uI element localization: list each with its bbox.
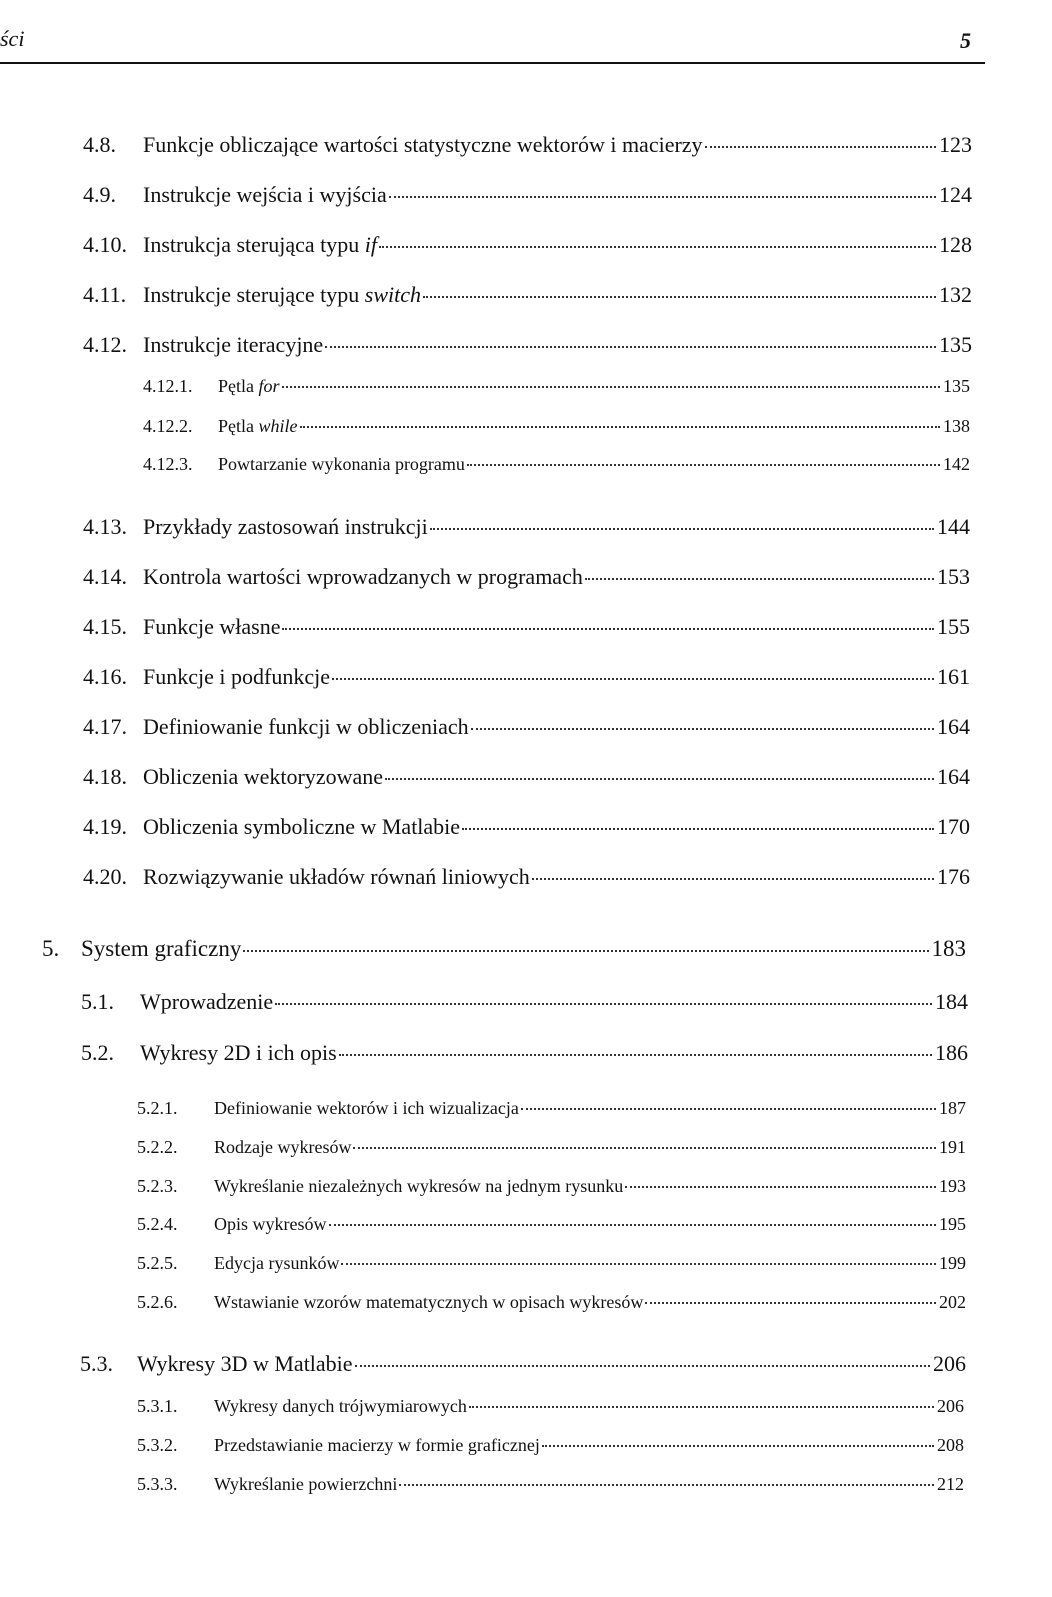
leader-dots — [521, 1108, 936, 1110]
leader-dots — [329, 1224, 937, 1226]
toc-entry-number: 4.16. — [83, 664, 127, 689]
toc-entry — [214, 1098, 966, 1119]
toc-entry-number: 4.8. — [83, 132, 116, 157]
running-title: ści — [0, 26, 25, 51]
toc-entry-title-text: Rodzaje wykresów — [214, 1137, 352, 1157]
toc-entry-page: 161 — [937, 664, 970, 689]
toc-entry-title — [143, 764, 383, 790]
toc-entry — [214, 1474, 964, 1495]
toc-entry-title-text: Wykreślanie niezależnych wykresów na jednym rysunku — [214, 1176, 624, 1196]
toc-entry — [143, 514, 970, 540]
page-number: 5 — [960, 28, 971, 53]
leader-dots — [469, 1406, 934, 1408]
toc-entry-title — [143, 232, 377, 258]
toc-entry — [218, 454, 970, 475]
leader-dots — [355, 1365, 930, 1367]
toc-entry-number: 5.3.2. — [137, 1435, 178, 1455]
toc-entry-title — [214, 1176, 623, 1197]
toc-entry-title-text: Rozwiązywanie układów równań liniowych — [143, 864, 530, 889]
toc-entry-page: 124 — [939, 182, 972, 207]
toc-entry — [143, 332, 972, 358]
leader-dots — [467, 464, 940, 466]
toc-entry-title-text: Wprowadzenie — [140, 989, 274, 1014]
leader-dots — [471, 728, 934, 730]
toc-entry-title-text: Przedstawianie macierzy w formie graficznej — [214, 1435, 540, 1455]
toc-entry-number: 4.14. — [83, 564, 127, 589]
toc-entry-title-keyword: switch — [364, 282, 421, 307]
toc-entry-page: 193 — [939, 1176, 966, 1196]
toc-entry-title-text: Wykresy danych trójwymiarowych — [214, 1396, 467, 1416]
toc-entry-page: 187 — [939, 1098, 966, 1118]
toc-entry-title-text: Edycja rysunków — [214, 1253, 340, 1273]
toc-entry-title — [143, 714, 469, 740]
header-rule — [0, 62, 985, 64]
toc-entry-number: 4.18. — [83, 764, 127, 789]
leader-dots — [462, 828, 934, 830]
toc-entry-title-text: Funkcje i podfunkcje — [143, 664, 330, 689]
toc-entry-page: 191 — [939, 1137, 966, 1157]
toc-entry-number: 5.2.5. — [137, 1253, 178, 1273]
toc-entry-title-text: Definiowanie wektorów i ich wizualizacja — [214, 1098, 519, 1118]
toc-entry-title-text: Wstawianie wzorów matematycznych w opisach wykresów — [214, 1292, 644, 1312]
toc-entry-number: 5.2.1. — [137, 1098, 178, 1118]
toc-entry — [143, 564, 970, 590]
toc-entry-page: 170 — [937, 814, 970, 839]
toc-entry — [214, 1137, 966, 1158]
toc-entry-title — [143, 814, 460, 840]
toc-entry-title-keyword: for — [258, 376, 280, 396]
toc-entry-page: 184 — [935, 989, 968, 1014]
toc-entry — [143, 132, 972, 158]
toc-entry — [143, 814, 970, 840]
toc-entry-page: 123 — [939, 132, 972, 157]
leader-dots — [423, 296, 936, 298]
toc-entry-title-text: Opis wykresów — [214, 1214, 327, 1234]
toc-entry-page: 164 — [937, 714, 970, 739]
toc-entry — [143, 614, 970, 640]
toc-entry — [214, 1292, 966, 1313]
toc-entry — [137, 1351, 966, 1377]
toc-entry — [218, 416, 970, 437]
toc-entry-number: 5.2.6. — [137, 1292, 178, 1312]
toc-entry-title — [214, 1396, 467, 1417]
toc-entry-number: 4.17. — [83, 714, 127, 739]
toc-entry-title — [218, 454, 465, 475]
toc-entry-title — [214, 1474, 397, 1495]
toc-entry — [140, 1040, 968, 1066]
toc-entry-title — [140, 989, 273, 1015]
toc-entry — [81, 936, 966, 962]
toc-entry-page: 135 — [943, 376, 970, 396]
toc-entry-title-text: Obliczenia wektoryzowane — [143, 764, 384, 789]
toc-entry-page: 142 — [943, 454, 970, 474]
toc-entry-title-text: Przykłady zastosowań instrukcji — [143, 514, 428, 539]
toc-entry-title-text: Wykresy 3D w Matlabie — [137, 1351, 353, 1376]
toc-entry — [143, 764, 970, 790]
toc-entry-title-text: System graficzny — [81, 936, 242, 961]
toc-entry-title-text: Pętla — [218, 376, 259, 396]
toc-entry-page: 176 — [937, 864, 970, 889]
toc-entry-title — [143, 182, 387, 208]
toc-entry-page: 212 — [937, 1474, 964, 1494]
toc-entry-title-text: Instrukcje iteracyjne — [143, 332, 324, 357]
toc-entry-title — [81, 936, 241, 962]
toc-entry-number: 4.9. — [83, 182, 116, 207]
toc-entry-title — [140, 1040, 337, 1066]
toc-entry-page: 128 — [939, 232, 972, 257]
toc-entry-title — [143, 132, 703, 158]
toc-entry-number: 5.2.4. — [137, 1214, 178, 1234]
toc-entry — [140, 989, 968, 1015]
leader-dots — [645, 1302, 936, 1304]
toc-entry-page: 153 — [937, 564, 970, 589]
toc-entry-title — [143, 564, 583, 590]
toc-entry-number: 5.1. — [81, 989, 114, 1014]
leader-dots — [275, 1003, 932, 1005]
toc-entry-title-text: Funkcje własne — [143, 614, 281, 639]
leader-dots — [332, 678, 934, 680]
toc-entry-title-text: Obliczenia symboliczne w Matlabie — [143, 814, 461, 839]
toc-entry — [214, 1214, 966, 1235]
leader-dots — [705, 146, 936, 148]
toc-entry-page: 183 — [931, 936, 966, 961]
toc-entry-title-text: Funkcje obliczające wartości statystyczne wektorów i macierzy — [143, 132, 703, 157]
toc-entry-number: 4.10. — [83, 232, 127, 257]
toc-entry-number: 5.3. — [80, 1351, 113, 1376]
toc-entry-page: 206 — [933, 1351, 966, 1376]
toc-entry-page: 199 — [939, 1253, 966, 1273]
leader-dots — [339, 1054, 932, 1056]
toc-entry — [143, 714, 970, 740]
leader-dots — [625, 1186, 936, 1188]
toc-entry-title — [143, 614, 280, 640]
leader-dots — [385, 778, 934, 780]
leader-dots — [353, 1147, 936, 1149]
toc-entry-title-text: Wykreślanie powierzchni — [214, 1474, 398, 1494]
toc-entry-number: 4.12.1. — [143, 376, 193, 396]
toc-entry-number: 4.12. — [83, 332, 127, 357]
leader-dots — [325, 346, 936, 348]
toc-entry-page: 208 — [937, 1435, 964, 1455]
leader-dots — [243, 950, 928, 952]
leader-dots — [399, 1484, 934, 1486]
leader-dots — [532, 878, 934, 880]
toc-entry-title — [214, 1214, 327, 1235]
toc-entry-title — [218, 416, 298, 437]
toc-entry-number: 5.2.2. — [137, 1137, 178, 1157]
toc-entry-title — [143, 332, 323, 358]
toc-entry-title-text: Instrukcje wejścia i wyjścia — [143, 182, 387, 207]
toc-entry-page: 132 — [939, 282, 972, 307]
toc-entry — [143, 282, 972, 308]
toc-entry-page: 186 — [935, 1040, 968, 1065]
toc-entry-page: 206 — [937, 1396, 964, 1416]
toc-entry-number: 5.3.3. — [137, 1474, 178, 1494]
toc-entry-number: 5. — [42, 936, 60, 961]
leader-dots — [542, 1445, 934, 1447]
toc-entry-title — [143, 282, 421, 308]
toc-entry-title-text: Instrukcja sterująca typu — [143, 232, 365, 257]
toc-entry-number: 5.2. — [81, 1040, 114, 1065]
toc-entry-number: 4.20. — [83, 864, 127, 889]
toc-entry-number: 5.2.3. — [137, 1176, 178, 1196]
toc-entry-title-text: Instrukcje sterujące typu — [143, 282, 365, 307]
leader-dots — [389, 196, 936, 198]
toc-entry-page: 135 — [939, 332, 972, 357]
leader-dots — [282, 386, 940, 388]
toc-entry-page: 202 — [939, 1292, 966, 1312]
toc-entry-page: 195 — [939, 1214, 966, 1234]
toc-entry — [143, 664, 970, 690]
toc-entry — [143, 864, 970, 890]
toc-entry-title — [218, 376, 280, 397]
toc-entry-number: 5.3.1. — [137, 1396, 178, 1416]
toc-entry-page: 155 — [937, 614, 970, 639]
toc-entry — [143, 232, 972, 258]
leader-dots — [379, 246, 936, 248]
toc-entry-title — [143, 514, 428, 540]
toc-entry-title — [214, 1435, 540, 1456]
toc-entry — [218, 376, 970, 397]
toc-entry-title — [137, 1351, 353, 1377]
toc-entry — [143, 182, 972, 208]
leader-dots — [585, 578, 934, 580]
toc-entry-title — [214, 1098, 519, 1119]
toc-entry-number: 4.15. — [83, 614, 127, 639]
leader-dots — [300, 426, 941, 428]
toc-entry-title — [214, 1137, 351, 1158]
toc-entry — [214, 1396, 964, 1417]
leader-dots — [282, 628, 934, 630]
toc-entry-title-text: Kontrola wartości wprowadzanych w programach — [143, 564, 583, 589]
toc-entry-title-text: Powtarzanie wykonania programu — [218, 454, 465, 474]
toc-entry-title — [143, 664, 330, 690]
toc-entry — [214, 1253, 966, 1274]
toc-entry — [214, 1435, 964, 1456]
toc-entry-title-keyword: while — [258, 416, 298, 436]
toc-entry-page: 164 — [937, 764, 970, 789]
toc-entry-title-text: Wykresy 2D i ich opis — [140, 1040, 337, 1065]
toc-entry-title — [214, 1292, 643, 1313]
toc-entry-number: 4.12.3. — [143, 454, 193, 474]
toc-entry-title-text: Pętla — [218, 416, 259, 436]
toc-entry-page: 144 — [937, 514, 970, 539]
toc-entry-title — [214, 1253, 339, 1274]
toc-entry-number: 4.13. — [83, 514, 127, 539]
leader-dots — [430, 528, 934, 530]
leader-dots — [341, 1263, 936, 1265]
toc-entry-number: 4.19. — [83, 814, 127, 839]
toc-entry — [214, 1176, 966, 1197]
toc-entry-page: 138 — [943, 416, 970, 436]
toc-entry-number: 4.12.2. — [143, 416, 193, 436]
toc-entry-number: 4.11. — [83, 282, 127, 307]
toc-entry-title — [143, 864, 530, 890]
toc-entry-title-text: Definiowanie funkcji w obliczeniach — [143, 714, 469, 739]
toc-entry-title-keyword: if — [364, 232, 377, 257]
